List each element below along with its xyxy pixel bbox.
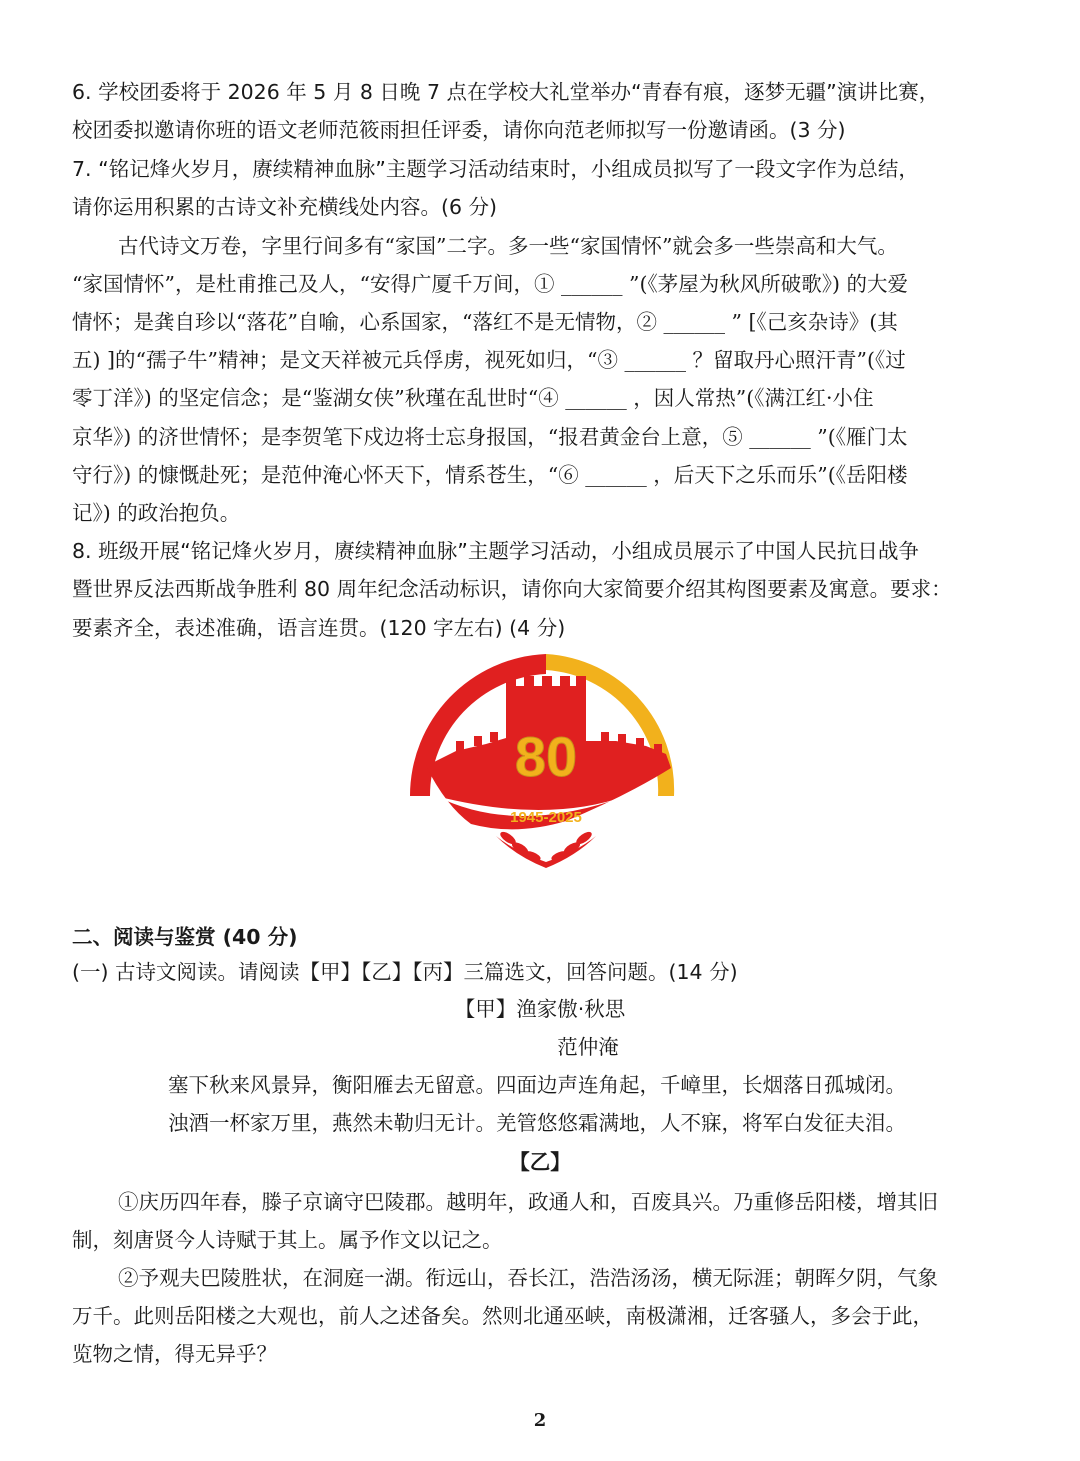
q8-line-1: 8. 班级开展“铭记烽火岁月，赓续精神血脉”主题学习活动，小组成员展示了中国人民抗日战争 [72, 539, 919, 563]
page-number: 2 [533, 1410, 547, 1431]
jia-line-2: 浊酒一杯家万里，燕然未勒归无计。羌管悠悠霜满地，人不寐，将军白发征夫泪。 [168, 1111, 906, 1135]
yi-line-3: ②予观夫巴陵胜状，在洞庭一湖。衔远山，吞长江，浩浩汤汤，横无际涯；朝晖夕阴，气象 [118, 1266, 938, 1290]
q7-passage-line-3: 情怀；是龚自珍以“落花”自喻，心系国家，“落红不是无情物，② ______ ” [《己亥杂诗》(其 [72, 310, 898, 334]
q8-line-3: 要素齐全，表述准确，语言连贯。(120 字左右) (4 分) [72, 616, 566, 640]
q8-line-2: 暨世界反法西斯战争胜利 80 周年纪念活动标识，请你向大家简要介绍其构图要素及寓意。要求： [72, 577, 952, 601]
emblem-years: 1945-2025 [510, 809, 582, 826]
yi-line-5: 览物之情，得无异乎？ [72, 1342, 277, 1366]
q7-passage-line-8: 记》) 的政治抱负。 [72, 501, 241, 525]
q7-passage-line-7: 守行》) 的慷慨赴死；是范仲淹心怀天下，情系苍生，“⑥ ______ ，后天下之乐而乐”(《岳阳楼 [72, 463, 908, 487]
yi-title: 【乙】 [509, 1150, 571, 1174]
yi-line-4: 万千。此则岳阳楼之大观也，前人之述备矣。然则北通巫峡，南极潇湘，迁客骚人，多会于此， [72, 1304, 933, 1328]
laurel-icon [496, 830, 596, 868]
q6-line-2: 校团委拟邀请你班的语文老师范筱雨担任评委，请你向范老师拟写一份邀请函。(3 分) [72, 118, 846, 142]
q7-passage-line-4: 五) ]的“孺子牛”精神；是文天祥被元兵俘虏，视死如归，“③ ______ ？留取丹心照汗青”(《过 [72, 348, 906, 372]
q7-passage-line-5: 零丁洋》) 的坚定信念；是“鉴湖女侠”秋瑾在乱世时“④ ______ ，因人常热”(《满江红·小住 [72, 386, 874, 410]
q7-passage-line-1: 古代诗文万卷，字里行间多有“家国”二字。多一些“家国情怀”就会多一些崇高和大气。 [118, 234, 898, 258]
jia-line-1: 塞下秋来风景异，衡阳雁去无留意。四面边声连角起，千嶂里，长烟落日孤城闭。 [168, 1073, 906, 1097]
q7-passage-line-2: “家国情怀”，是杜甫推己及人，“安得广厦千万间，① ______ ”(《茅屋为秋风所破歌》) 的大爱 [72, 272, 908, 296]
yi-line-1: ①庆历四年春，滕子京谪守巴陵郡。越明年，政通人和，百废具兴。乃重修岳阳楼，增其旧 [118, 1190, 938, 1214]
jia-title: 【甲】渔家傲·秋思 [454, 997, 626, 1021]
q7-line-2: 请你运用积累的古诗文补充横线处内容。(6 分) [72, 195, 498, 219]
q6-line-1: 6. 学校团委将于 2026 年 5 月 8 日晚 7 点在学校大礼堂举办“青春有痕，逐梦无疆”演讲比赛， [72, 80, 940, 104]
yi-line-2: 制，刻唐贤今人诗赋于其上。属予作文以记之。 [72, 1228, 503, 1252]
section-2-subheading: (一) 古诗文阅读。请阅读【甲】【乙】【丙】三篇选文，回答问题。(14 分) [72, 960, 738, 984]
jia-author: 范仲淹 [557, 1035, 619, 1059]
emblem-number: 80 [514, 725, 578, 788]
anniversary-emblem [396, 646, 696, 876]
q7-passage-line-6: 京华》) 的济世情怀；是李贺笔下戍边将士忘身报国，“报君黄金台上意，⑤ ______ ”(《雁门太 [72, 425, 908, 449]
section-2-heading: 二、阅读与鉴赏 (40 分) [72, 925, 298, 949]
q7-line-1: 7. “铭记烽火岁月，赓续精神血脉”主题学习活动结束时，小组成员拟写了一段文字作为总结， [72, 157, 919, 181]
